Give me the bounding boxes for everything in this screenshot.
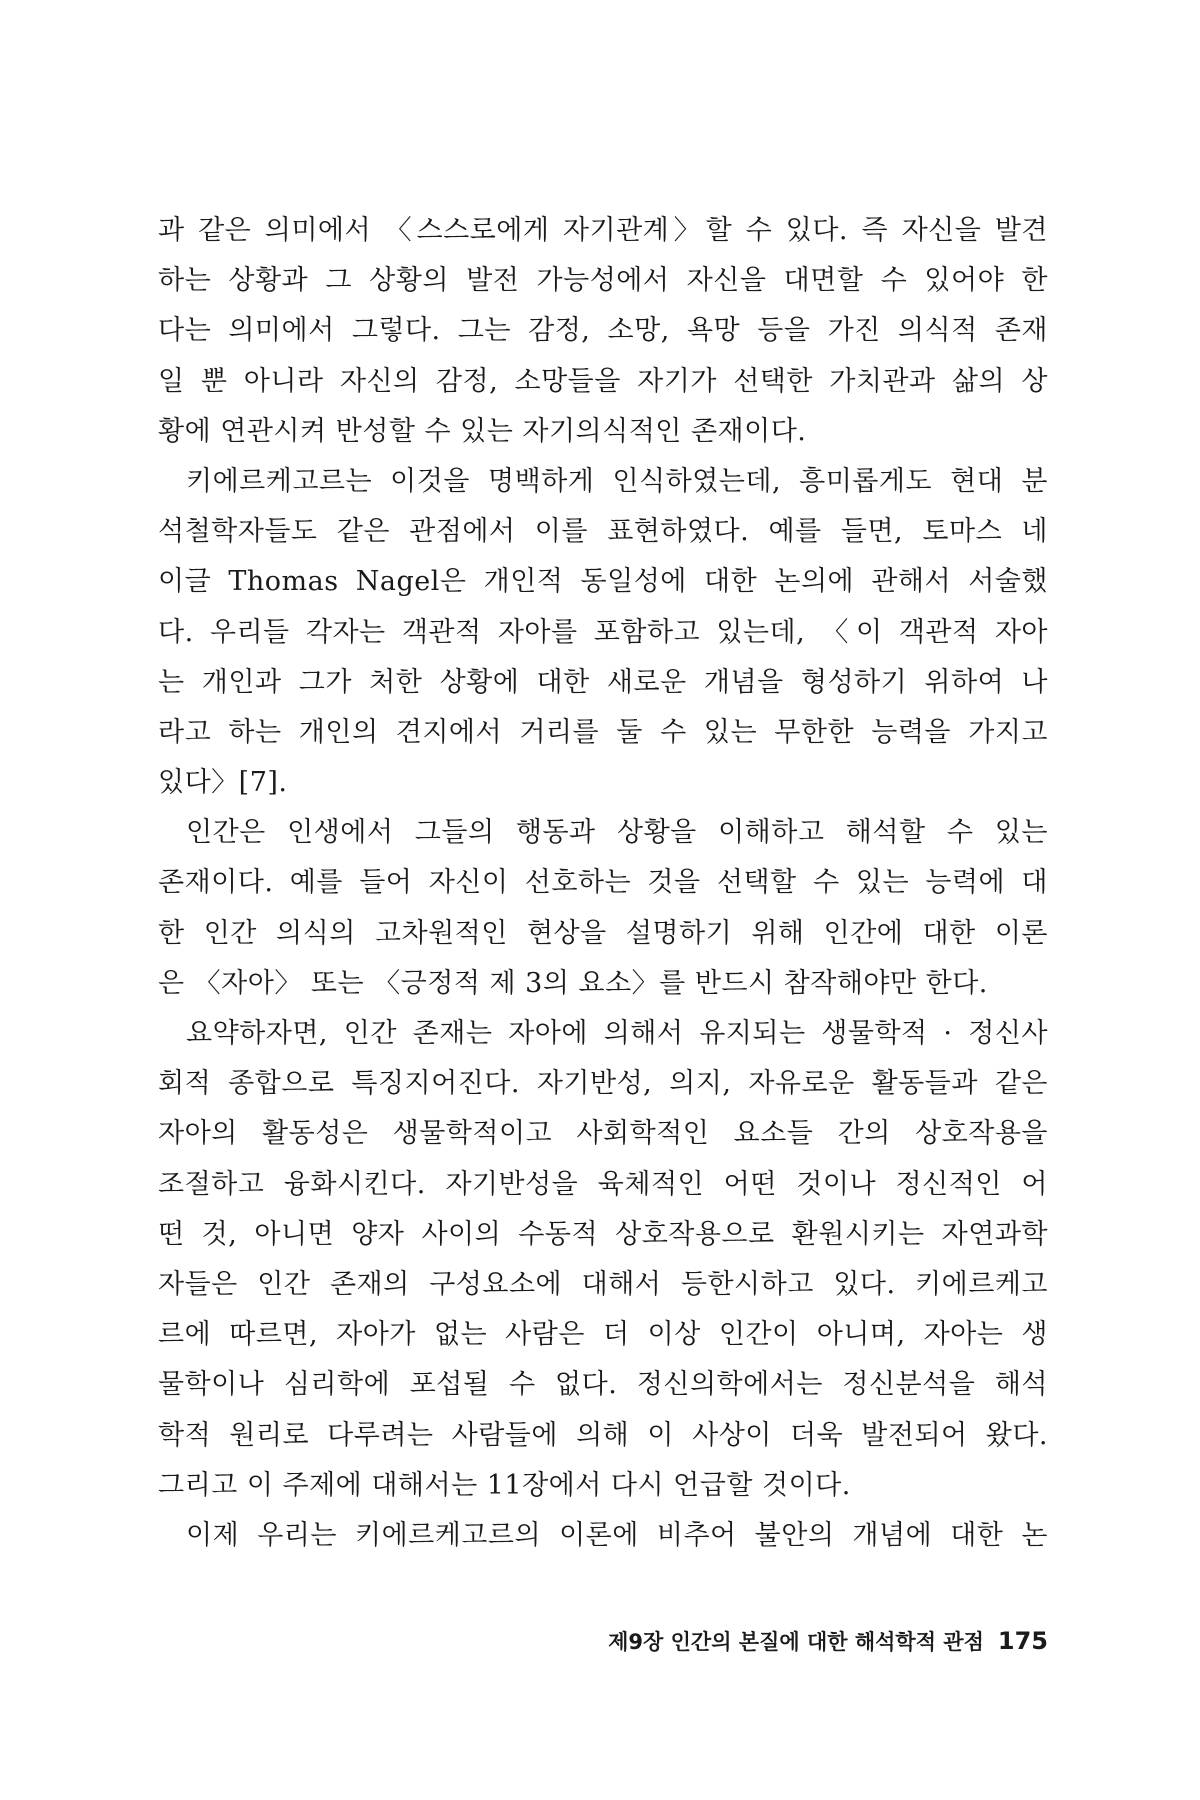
- paragraph-5: [158, 1511, 1048, 1561]
- chapter-title: 제9장 인간의 본질에 대한 해석학적 관점: [608, 1630, 984, 1654]
- text-line: 떤 것, 아니면 양자 사이의 수동적 상호작용으로 환원시키는 자연과학: [158, 1218, 1048, 1250]
- text-line: 다는 의미에서 그렇다. 그는 감정, 소망, 욕망 등을 가진 의식적 존재: [158, 315, 1048, 347]
- text-line: 있다〉[7].: [158, 767, 288, 799]
- text-line: 황에 연관시켜 반성할 수 있는 자기의식적인 존재이다.: [158, 415, 807, 447]
- text-line: 조절하고 융화시킨다. 자기반성을 육체적인 어떤 것이나 정신적인 어: [158, 1168, 1048, 1200]
- text-line: 과 같은 의미에서 〈스스로에게 자기관계〉할 수 있다. 즉 자신을 발견: [158, 215, 1048, 246]
- text-line: 존재이다. 예를 들어 자신이 선호하는 것을 선택할 수 있는 능력에 대: [158, 867, 1048, 899]
- text-line: 자들은 인간 존재의 구성요소에 대해서 등한시하고 있다. 키에르케고: [158, 1268, 1048, 1300]
- text-line: 이제 우리는 키에르케고르의 이론에 비추어 불안의 개념에 대한 논: [186, 1519, 1048, 1551]
- text-line: 그리고 이 주제에 대해서는 11장에서 다시 언급할 것이다.: [158, 1469, 851, 1501]
- paragraph-1: [158, 206, 1048, 457]
- running-footer: [608, 1626, 1048, 1656]
- text-line: 학적 원리로 다루려는 사람들에 의해 이 사상이 더욱 발전되어 왔다.: [158, 1419, 1048, 1451]
- paragraph-3: [158, 808, 1048, 1009]
- text-line: 물학이나 심리학에 포섭될 수 없다. 정신의학에서는 정신분석을 해석: [158, 1369, 1048, 1401]
- paragraph-2: [158, 457, 1048, 808]
- text-line: 일 뿐 아니라 자신의 감정, 소망들을 자기가 선택한 가치관과 삶의 상: [158, 365, 1048, 397]
- page-number: 175: [997, 1627, 1048, 1655]
- text-line: 은 〈자아〉 또는 〈긍정적 제 3의 요소〉를 반드시 참작해야만 한다.: [158, 967, 988, 999]
- text-line: 다. 우리들 각자는 객관적 자아를 포함하고 있는데, 〈이 객관적 자아: [158, 616, 1048, 648]
- text-line: 하는 상황과 그 상황의 발전 가능성에서 자신을 대면할 수 있어야 한: [158, 265, 1048, 297]
- text-line: 요약하자면, 인간 존재는 자아에 의해서 유지되는 생물학적 · 정신사: [186, 1018, 1048, 1049]
- text-line: 자아의 활동성은 생물학적이고 사회학적인 요소들 간의 상호작용을: [158, 1118, 1048, 1150]
- text-line: 석철학자들도 같은 관점에서 이를 표현하였다. 예를 들면, 토마스 네: [158, 516, 1048, 548]
- text-line: 르에 따르면, 자아가 없는 사람은 더 이상 인간이 아니며, 자아는 생: [158, 1319, 1048, 1351]
- text-line: 이글 Thomas Nagel은 개인적 동일성에 대한 논의에 관해서 서술했: [158, 566, 1048, 598]
- text-line: 한 인간 의식의 고차원적인 현상을 설명하기 위해 인간에 대한 이론: [158, 917, 1048, 949]
- text-line: 라고 하는 개인의 견지에서 거리를 둘 수 있는 무한한 능력을 가지고: [158, 716, 1048, 748]
- text-line: 인간은 인생에서 그들의 행동과 상황을 이해하고 해석할 수 있는: [186, 817, 1048, 849]
- body-text: [158, 206, 1048, 1561]
- text-line: 회적 종합으로 특징지어진다. 자기반성, 의지, 자유로운 활동들과 같은: [158, 1068, 1048, 1100]
- text-line: 키에르케고르는 이것을 명백하게 인식하였는데, 흥미롭게도 현대 분: [186, 465, 1048, 497]
- paragraph-4: [158, 1009, 1048, 1511]
- text-line: 는 개인과 그가 처한 상황에 대한 새로운 개념을 형성하기 위하여 나: [158, 666, 1048, 698]
